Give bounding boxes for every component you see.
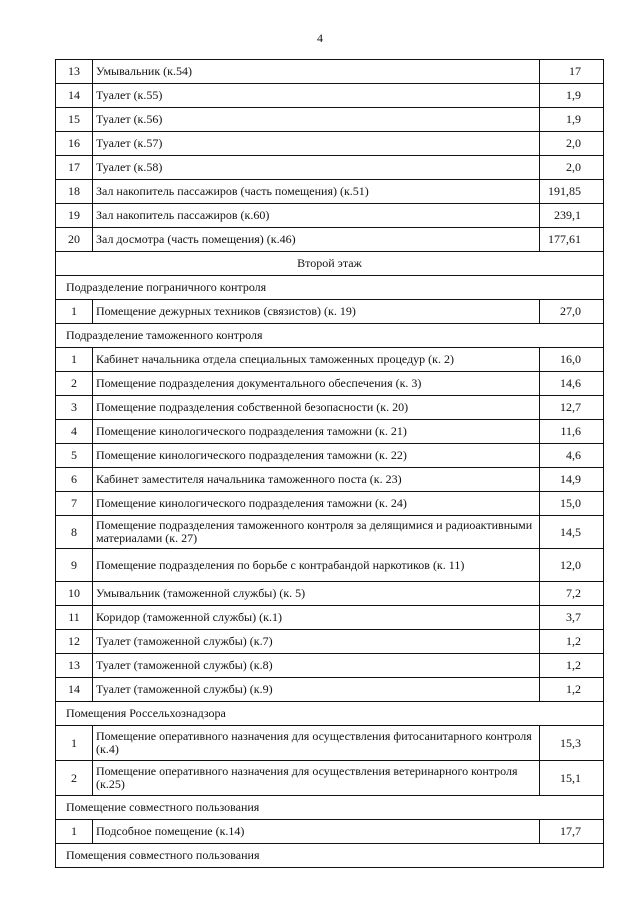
room-area: 11,6: [540, 420, 604, 444]
room-description: Помещение дежурных техников (связистов) (к. 19): [93, 300, 540, 324]
row-number: 13: [56, 654, 93, 678]
room-description: Помещение кинологического подразделения таможни (к. 21): [93, 420, 540, 444]
room-area: 1,9: [540, 84, 604, 108]
room-area: 3,7: [540, 606, 604, 630]
row-number: 20: [56, 228, 93, 252]
room-description: Туалет (к.57): [93, 132, 540, 156]
room-area: 1,9: [540, 108, 604, 132]
row-number: 6: [56, 468, 93, 492]
room-description: Помещение подразделения собственной безопасности (к. 20): [93, 396, 540, 420]
row-number: 7: [56, 492, 93, 516]
room-description: Помещение кинологического подразделения таможни (к. 22): [93, 444, 540, 468]
room-description: Помещение подразделения документального обеспечения (к. 3): [93, 372, 540, 396]
row-number: 5: [56, 444, 93, 468]
room-description: Помещение кинологического подразделения таможни (к. 24): [93, 492, 540, 516]
room-description: Умывальник (к.54): [93, 60, 540, 84]
table-row: [56, 444, 604, 468]
room-description: Помещение оперативного назначения для осуществления ветеринарного контроля (к.25): [93, 761, 540, 796]
row-number: 16: [56, 132, 93, 156]
room-description: Помещение оперативного назначения для осуществления фитосанитарного контроля (к.4): [93, 726, 540, 761]
section-heading-row: [56, 276, 604, 300]
row-number: 9: [56, 549, 93, 582]
table-row: [56, 348, 604, 372]
row-number: 4: [56, 420, 93, 444]
room-area: 14,5: [540, 516, 604, 549]
room-area: 12,7: [540, 396, 604, 420]
table-row: [56, 396, 604, 420]
floor-heading-row: [56, 252, 604, 276]
table-row: [56, 761, 604, 796]
room-description: Кабинет начальника отдела специальных таможенных процедур (к. 2): [93, 348, 540, 372]
table-row: [56, 678, 604, 702]
table-row: [56, 468, 604, 492]
row-number: 10: [56, 582, 93, 606]
room-area: 239,1: [540, 204, 604, 228]
room-area: 17: [540, 60, 604, 84]
room-area: 1,2: [540, 630, 604, 654]
row-number: 18: [56, 180, 93, 204]
room-description: Туалет (к.55): [93, 84, 540, 108]
table-row: [56, 654, 604, 678]
table-row: [56, 156, 604, 180]
row-number: 2: [56, 761, 93, 796]
room-description: Туалет (таможенной службы) (к.8): [93, 654, 540, 678]
table-row: [56, 492, 604, 516]
section-heading: Подразделение таможенного контроля: [56, 324, 604, 348]
table-row: [56, 228, 604, 252]
room-area: 1,2: [540, 678, 604, 702]
row-number: 3: [56, 396, 93, 420]
row-number: 14: [56, 678, 93, 702]
room-description: Туалет (таможенной службы) (к.9): [93, 678, 540, 702]
row-number: 8: [56, 516, 93, 549]
room-description: Зал накопитель пассажиров (часть помещения) (к.51): [93, 180, 540, 204]
premises-table: [55, 59, 604, 868]
section-heading-row: [56, 324, 604, 348]
room-description: Кабинет заместителя начальника таможенного поста (к. 23): [93, 468, 540, 492]
row-number: 13: [56, 60, 93, 84]
room-description: Зал накопитель пассажиров (к.60): [93, 204, 540, 228]
section-heading-row: [56, 796, 604, 820]
row-number: 12: [56, 630, 93, 654]
table-row: [56, 820, 604, 844]
room-description: Подсобное помещение (к.14): [93, 820, 540, 844]
room-area: 14,9: [540, 468, 604, 492]
table-row: [56, 300, 604, 324]
row-number: 1: [56, 726, 93, 761]
table-row: [56, 582, 604, 606]
room-area: 7,2: [540, 582, 604, 606]
room-area: 14,6: [540, 372, 604, 396]
room-description: Помещение подразделения по борьбе с контрабандой наркотиков (к. 11): [93, 549, 540, 582]
room-area: 15,3: [540, 726, 604, 761]
room-description: Туалет (к.58): [93, 156, 540, 180]
room-area: 12,0: [540, 549, 604, 582]
room-area: 15,0: [540, 492, 604, 516]
table-row: [56, 180, 604, 204]
table-row: [56, 549, 604, 582]
room-area: 15,1: [540, 761, 604, 796]
room-description: Туалет (к.56): [93, 108, 540, 132]
room-area: 16,0: [540, 348, 604, 372]
room-description: Коридор (таможенной службы) (к.1): [93, 606, 540, 630]
room-area: 27,0: [540, 300, 604, 324]
section-heading-row: [56, 702, 604, 726]
row-number: 1: [56, 820, 93, 844]
room-area: 4,6: [540, 444, 604, 468]
table-row: [56, 516, 604, 549]
section-heading: Помещения совместного пользования: [56, 844, 604, 868]
section-heading: Помещение совместного пользования: [56, 796, 604, 820]
room-area: 177,61: [540, 228, 604, 252]
room-description: Умывальник (таможенной службы) (к. 5): [93, 582, 540, 606]
room-description: Туалет (таможенной службы) (к.7): [93, 630, 540, 654]
table-row: [56, 630, 604, 654]
row-number: 19: [56, 204, 93, 228]
table-row: [56, 420, 604, 444]
section-heading: Помещения Россельхознадзора: [56, 702, 604, 726]
row-number: 11: [56, 606, 93, 630]
table-row: [56, 132, 604, 156]
row-number: 17: [56, 156, 93, 180]
room-description: Зал досмотра (часть помещения) (к.46): [93, 228, 540, 252]
section-heading: Подразделение пограничного контроля: [56, 276, 604, 300]
table-row: [56, 372, 604, 396]
table-row: [56, 726, 604, 761]
row-number: 14: [56, 84, 93, 108]
page-number: 4: [317, 31, 323, 45]
room-area: 1,2: [540, 654, 604, 678]
table-row: [56, 204, 604, 228]
row-number: 2: [56, 372, 93, 396]
row-number: 1: [56, 300, 93, 324]
floor-heading: Второй этаж: [56, 252, 604, 276]
premises-table-body: [56, 60, 604, 868]
row-number: 15: [56, 108, 93, 132]
row-number: 1: [56, 348, 93, 372]
room-area: 17,7: [540, 820, 604, 844]
table-row: [56, 108, 604, 132]
room-area: 2,0: [540, 132, 604, 156]
section-heading-row: [56, 844, 604, 868]
table-row: [56, 84, 604, 108]
room-area: 2,0: [540, 156, 604, 180]
table-row: [56, 60, 604, 84]
table-row: [56, 606, 604, 630]
room-description: Помещение подразделения таможенного контроля за делящимися и радиоактивными материалами (к. 27): [93, 516, 540, 549]
room-area: 191,85: [540, 180, 604, 204]
